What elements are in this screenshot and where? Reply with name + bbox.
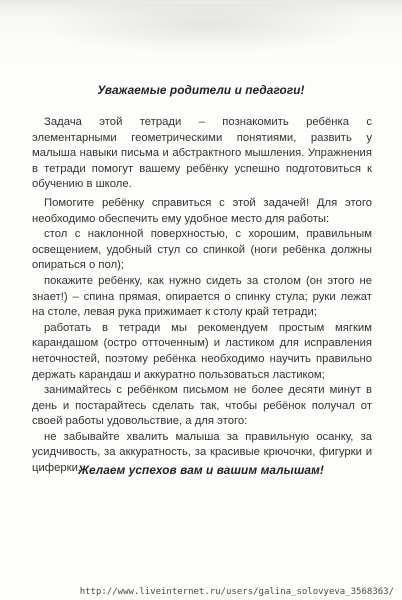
paragraph-intro: Задача этой тетради – познакомить ребёнка с элементарными геометрическими понятиями, развить у малыша навыки письма и абстрактного мышления. Упражнения в тетради помогут вашему ребёнку успешно подготовиться к обучению в школе. [32,116,372,191]
print-bleed-through [40,4,370,54]
source-watermark-link[interactable]: http://www.liveinternet.ru/users/galina_solovyeva_3568363/ [79,587,394,597]
paragraph-duration: занимайтесь с ребёнком письмом не более десяти минут в день и постарайтесь сделать так, чтобы ребёнок получал от своей работы удовольствие, а для этого: [32,384,372,428]
paragraph-posture: покажите ребёнку, как нужно сидеть за столом (он этого не знает!) – спина прямая, опирается о спинку стула; руки лежат на столе, левая рука прижимает к столу край тетради; [32,274,372,319]
body-text [32,115,372,477]
paragraph-praise: не забывайте хвалить малыша за правильную осанку, за усидчивость, за аккуратность, за красивые крючочки, фигурки и циферки. [32,430,372,475]
paragraph-help: Помогите ребёнку справиться с этой задачей! Для этого необходимо обеспечить ему удобное место для работы: [32,196,372,225]
paragraph-pencil: работать в тетради мы рекомендуем простым мягким карандашом (остро отточенным) и ластиком для исправления неточностей, поэтому ребёнка необходимо научить правильно держать карандаш и аккуратно пользоваться ластиком; [32,321,372,381]
closing-wish: Желаем успехов вам и вашим малышам! [78,463,324,477]
page-heading: Уважаемые родители и педагоги! [97,83,305,97]
paragraph-table: стол с наклонной поверхностью, с хорошим, правильным освещением, удобный стул со спинкой (ноги ребёнка должны опираться о пол); [32,228,372,272]
